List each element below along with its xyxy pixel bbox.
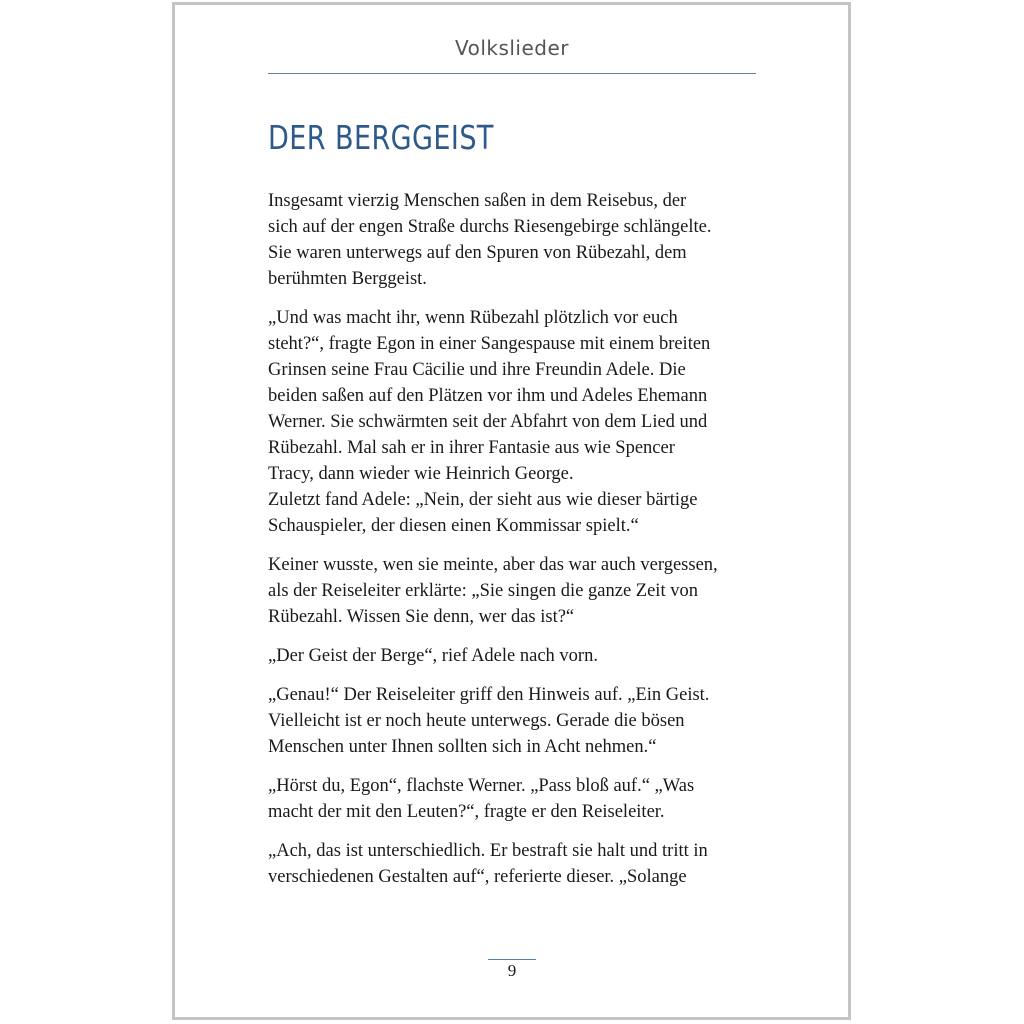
body-text [268,188,768,903]
text-line: Keiner wusste, wen sie meinte, aber das war auch vergessen, [268,555,718,575]
text-line: Tracy, dann wieder wie Heinrich George. [268,464,574,484]
text-line: Rübezahl. Mal sah er in ihrer Fantasie aus wie Spencer [268,438,675,458]
page-number: 9 [507,961,517,980]
header-rule [268,73,756,74]
text-line: als der Reiseleiter erklärte: „Sie singen die ganze Zeit von [268,581,698,601]
paragraph [268,773,768,825]
text-line: berühmten Berggeist. [268,269,427,289]
text-line: verschiedenen Gestalten auf“, referierte dieser. „Solange [268,867,687,887]
text-line: sich auf der engen Straße durchs Riesengebirge schlängelte. [268,217,712,237]
paragraph [268,552,768,630]
text-line: Menschen unter Ihnen sollten sich in Acht nehmen.“ [268,737,657,757]
text-line: Schauspieler, der diesen einen Kommissar spielt.“ [268,516,639,536]
chapter-title: DER BERGGEIST [268,118,494,157]
text-line: „Und was macht ihr, wenn Rübezahl plötzlich vor euch [268,308,678,328]
text-line: Insgesamt vierzig Menschen saßen in dem Reisebus, der [268,191,687,211]
paragraph [268,188,768,292]
text-line: Rübezahl. Wissen Sie denn, wer das ist?“ [268,607,575,627]
paragraph [268,838,768,890]
running-head: Volkslieder [454,36,570,60]
text-line: steht?“, fragte Egon in einer Sangespause mit einem breiten [268,334,711,354]
paragraph [268,305,768,539]
text-line: „Hörst du, Egon“, flachste Werner. „Pass bloß auf.“ „Was [268,776,695,796]
paragraph [268,643,768,669]
paragraph [268,682,768,760]
text-line: beiden saßen auf den Plätzen vor ihm und Adeles Ehemann [268,386,708,406]
text-line: Grinsen seine Frau Cäcilie und ihre Freundin Adele. Die [268,360,686,380]
text-line: „Der Geist der Berge“, rief Adele nach vorn. [268,646,598,666]
text-line: „Genau!“ Der Reiseleiter griff den Hinweis auf. „Ein Geist. [268,685,710,705]
footer-rule [488,959,536,960]
text-line: Sie waren unterwegs auf den Spuren von Rübezahl, dem [268,243,687,263]
text-line: Werner. Sie schwärmten seit der Abfahrt von dem Lied und [268,412,708,432]
text-line: Zuletzt fand Adele: „Nein, der sieht aus wie dieser bärtige [268,490,698,510]
text-line: „Ach, das ist unterschiedlich. Er bestraft sie halt und tritt in [268,841,708,861]
text-line: Vielleicht ist er noch heute unterwegs. Gerade die bösen [268,711,685,731]
text-line: macht der mit den Leuten?“, fragte er den Reiseleiter. [268,802,665,822]
